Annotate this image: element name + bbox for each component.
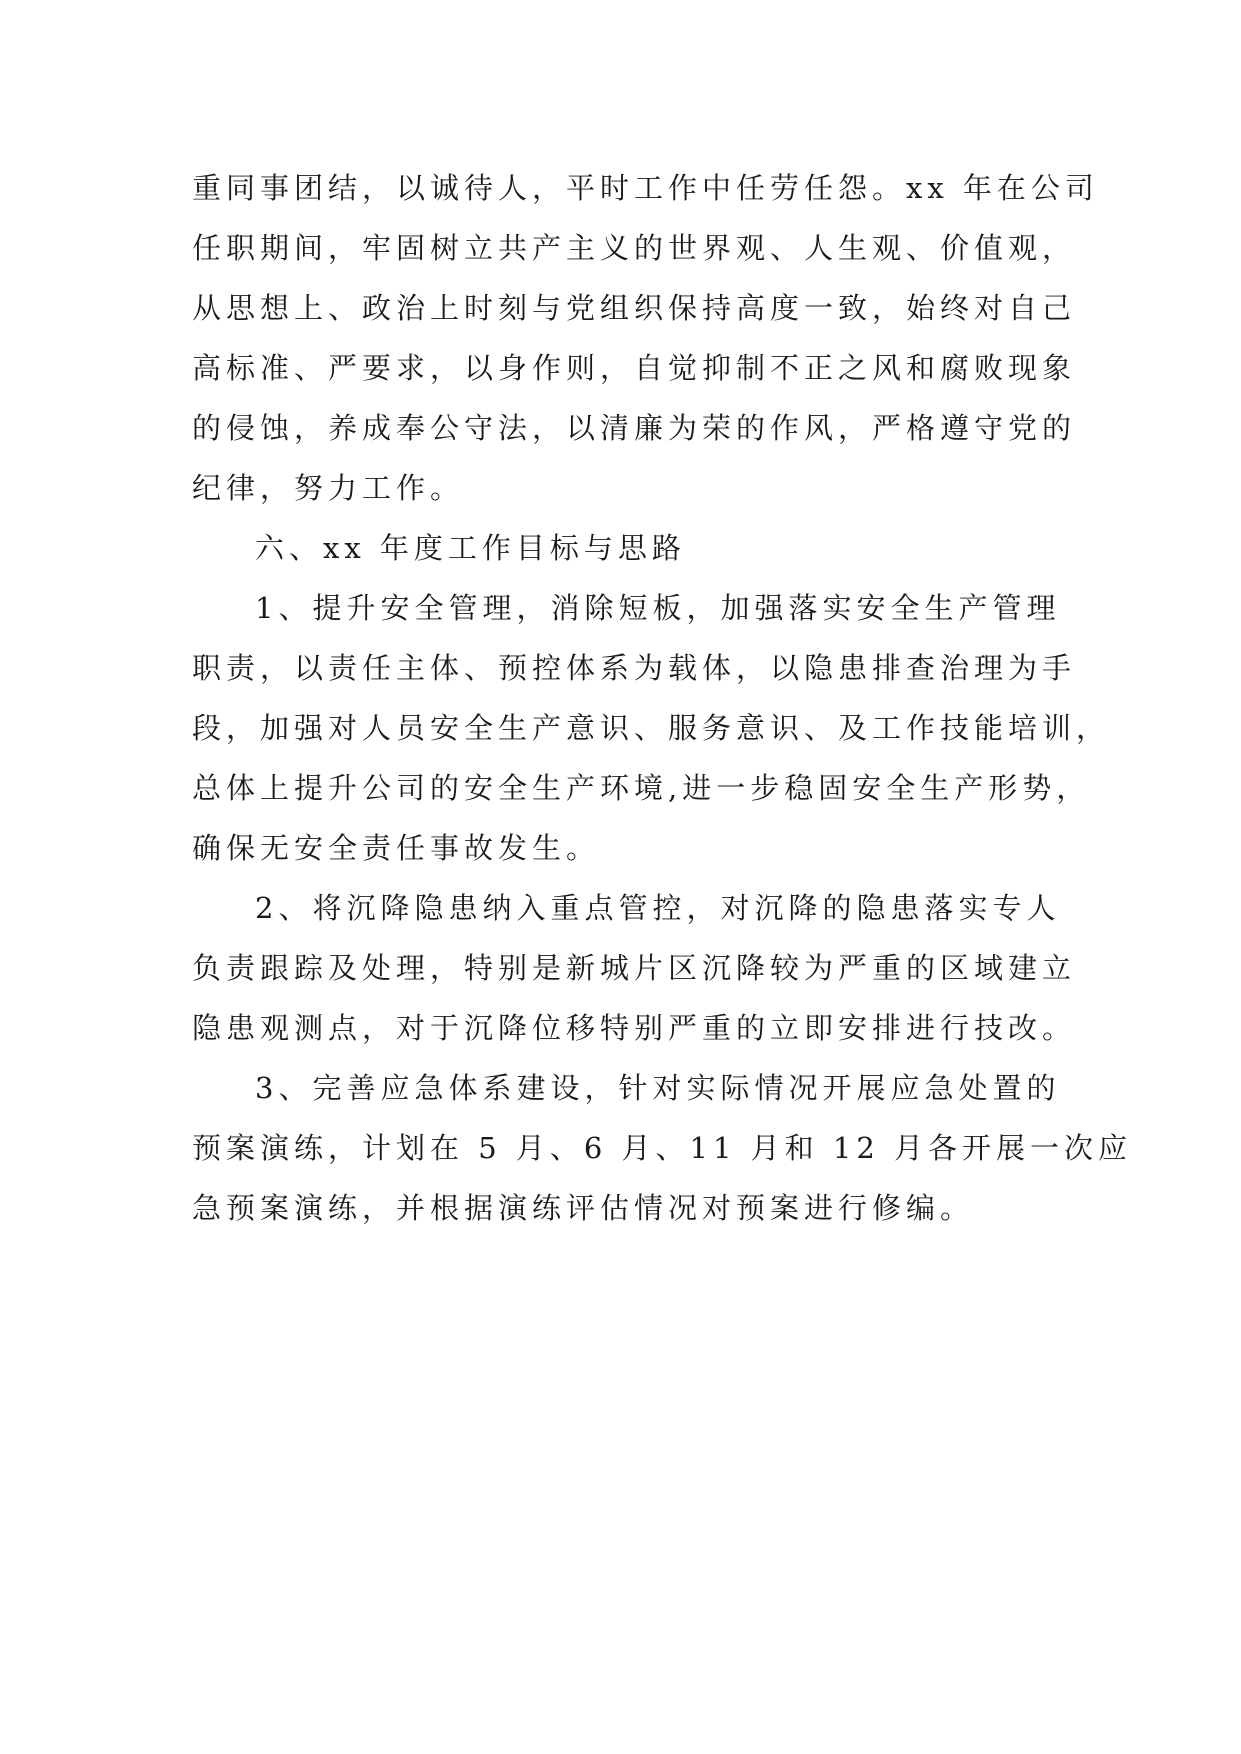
- text-line: 高标准、严要求，以身作则，自觉抑制不正之风和腐败现象: [192, 351, 1077, 385]
- text-line: 3、完善应急体系建设，针对实际情况开展应急处置的: [255, 1071, 1061, 1105]
- section-heading: 六、xx 年度工作目标与思路: [255, 531, 686, 565]
- text-line: 的侵蚀，养成奉公守法，以清廉为荣的作风，严格遵守党的: [192, 411, 1077, 445]
- text-line: 职责，以责任主体、预控体系为载体，以隐患排查治理为手: [192, 651, 1077, 685]
- text-line: 任职期间，牢固树立共产主义的世界观、人生观、价值观，: [192, 231, 1077, 265]
- text-line: 段，加强对人员安全生产意识、服务意识、及工作技能培训，: [192, 711, 1111, 745]
- text-line: 确保无安全责任事故发生。: [192, 831, 601, 865]
- text-line: 负责跟踪及处理，特别是新城片区沉降较为严重的区域建立: [192, 951, 1077, 985]
- text-line: 从思想上、政治上时刻与党组织保持高度一致，始终对自己: [192, 291, 1077, 325]
- text-line: 急预案演练，并根据演练评估情况对预案进行修编。: [192, 1191, 975, 1225]
- document-body: [192, 158, 1133, 1238]
- text-line: 2、将沉降隐患纳入重点管控，对沉降的隐患落实专人: [255, 891, 1061, 925]
- text-line: 隐患观测点，对于沉降位移特别严重的立即安排进行技改。: [192, 1011, 1077, 1045]
- text-line: 总体上提升公司的安全生产环境,进一步稳固安全生产形势，: [192, 771, 1091, 805]
- text-line: 1、提升安全管理，消除短板，加强落实安全生产管理: [255, 591, 1061, 625]
- text-line: 预案演练，计划在 5 月、6 月、11 月和 12 月各开展一次应: [192, 1131, 1133, 1165]
- text-line: 纪律，努力工作。: [192, 471, 465, 505]
- text-line: 重同事团结，以诚待人，平时工作中任劳任怨。xx 年在公司: [192, 171, 1099, 205]
